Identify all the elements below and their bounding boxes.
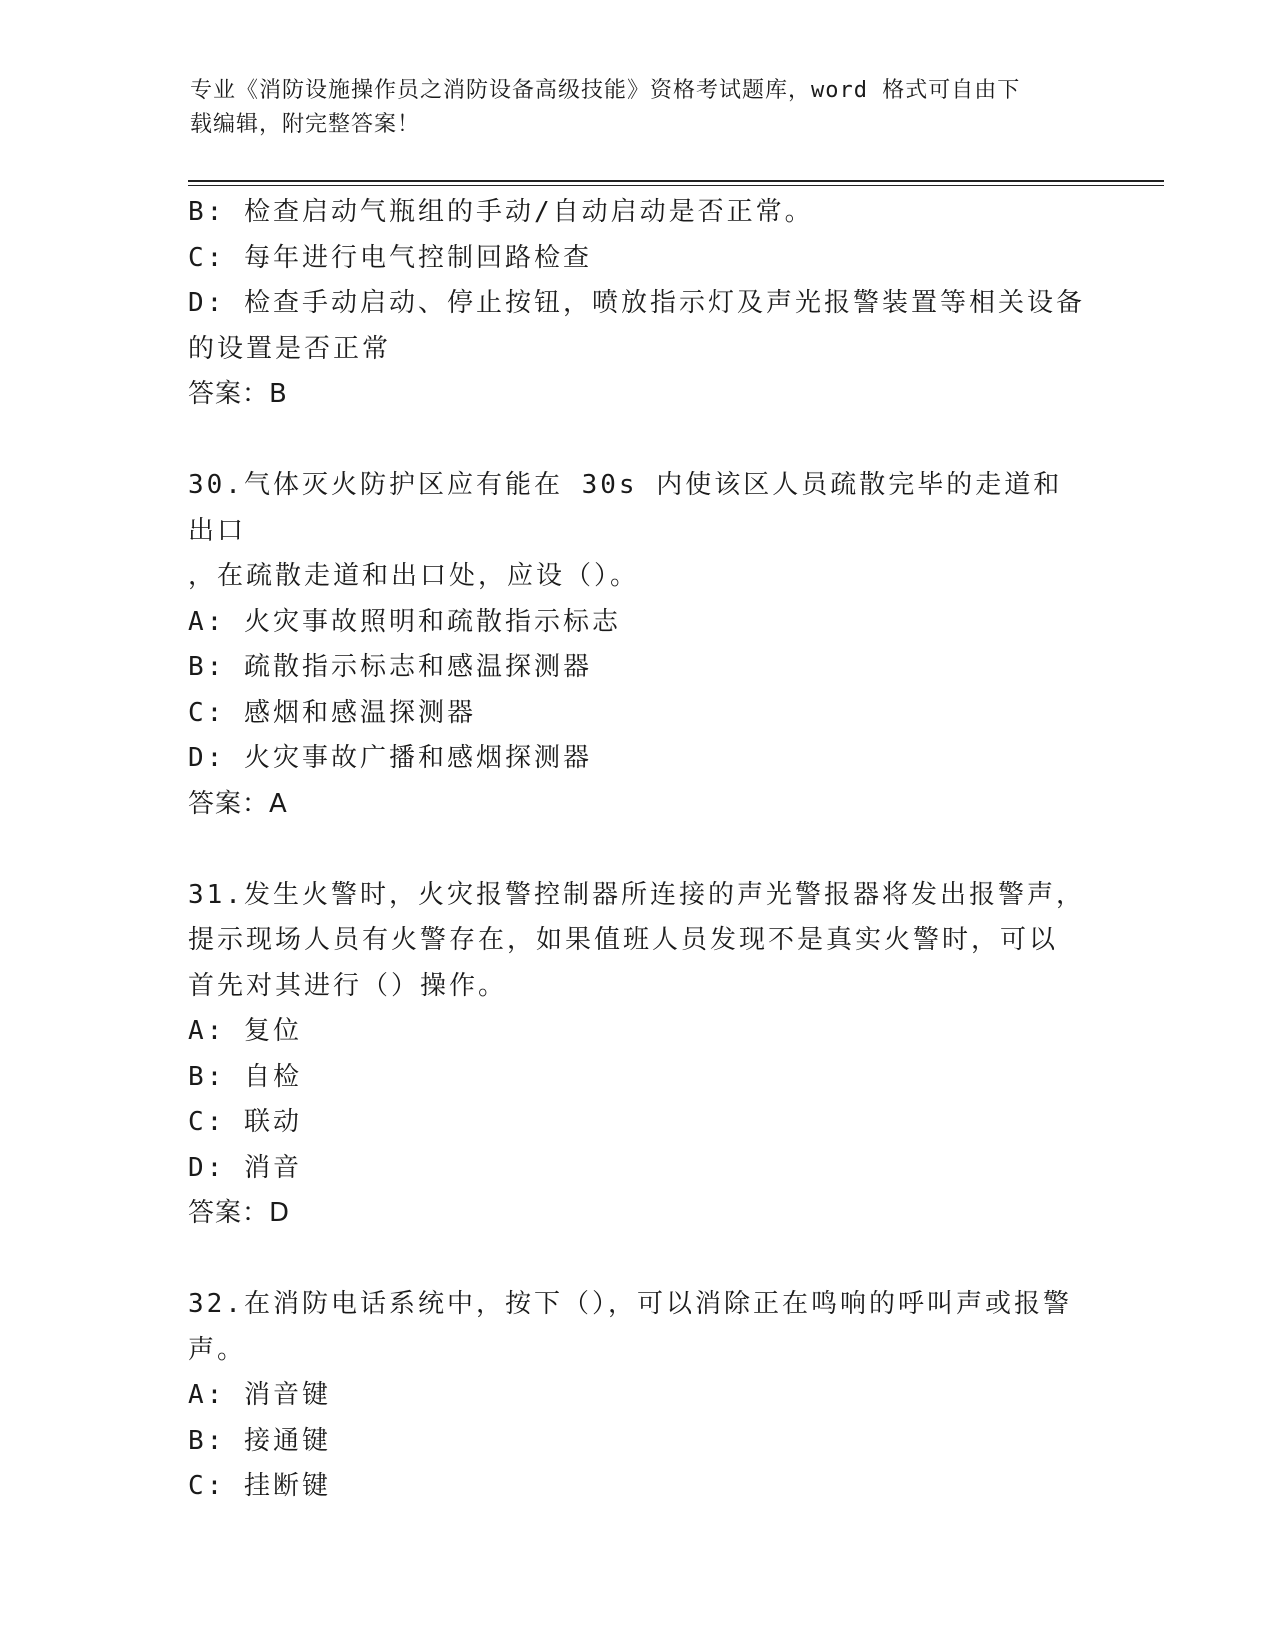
option-a: A: 消音键: [188, 1380, 331, 1410]
option-a: A: 复位: [188, 1016, 302, 1046]
question-stem: ，在疏散走道和出口处，应设（）。: [188, 561, 640, 591]
option-d-continued: 的设置是否正常: [188, 333, 392, 364]
answer: 答案：D: [188, 1198, 291, 1228]
question-stem: 32.在消防电话系统中，按下（），可以消除正在鸣响的呼叫声或报警: [188, 1289, 1072, 1319]
header-divider-thin: [188, 185, 1164, 186]
option-d: D: 消音: [188, 1152, 302, 1183]
question-stem: 提示现场人员有火警存在，如果值班人员发现不是真实火警时，可以: [188, 925, 1059, 955]
document-header: [190, 74, 1090, 142]
option-b: B: 自检: [188, 1061, 302, 1092]
option-b: B: 疏散指示标志和感温探测器: [188, 652, 592, 682]
option-a: A: 火灾事故照明和疏散指示标志: [188, 606, 621, 637]
question-31: [188, 873, 1088, 1237]
answer: 答案：B: [188, 379, 288, 409]
answer: 答案：A: [188, 788, 288, 819]
question-stem: 30.气体灭火防护区应有能在 30s 内使该区人员疏散完毕的走道和出口: [188, 470, 1063, 546]
option-b: B: 接通键: [188, 1425, 331, 1456]
option-c: C: 挂断键: [188, 1471, 331, 1501]
option-c: C: 感烟和感温探测器: [188, 697, 476, 728]
header-title-line-1: 专业《消防设施操作员之消防设备高级技能》资格考试题库，word 格式可自由下: [190, 78, 1021, 103]
question-30: [188, 463, 1088, 827]
option-d: D: 检查手动启动、停止按钮，喷放指示灯及声光报警装置等相关设备: [188, 288, 1085, 318]
question-stem: 31.发生火警时，火灾报警控制器所连接的声光警报器将发出报警声，: [188, 879, 1085, 910]
option-c: C: 联动: [188, 1107, 302, 1137]
question-stem: 声。: [188, 1334, 247, 1365]
header-divider-thick: [188, 180, 1164, 182]
question-29-continued: [188, 190, 1088, 418]
header-title-line-2: 载编辑，附完整答案！: [190, 112, 421, 137]
option-c: C: 每年进行电气控制回路检查: [188, 242, 592, 273]
question-32: [188, 1282, 1088, 1510]
question-content: [188, 190, 1088, 1510]
question-stem: 首先对其进行（）操作。: [188, 970, 508, 1001]
option-b: B: 检查启动气瓶组的手动/自动启动是否正常。: [188, 197, 814, 227]
option-d: D: 火灾事故广播和感烟探测器: [188, 743, 592, 773]
